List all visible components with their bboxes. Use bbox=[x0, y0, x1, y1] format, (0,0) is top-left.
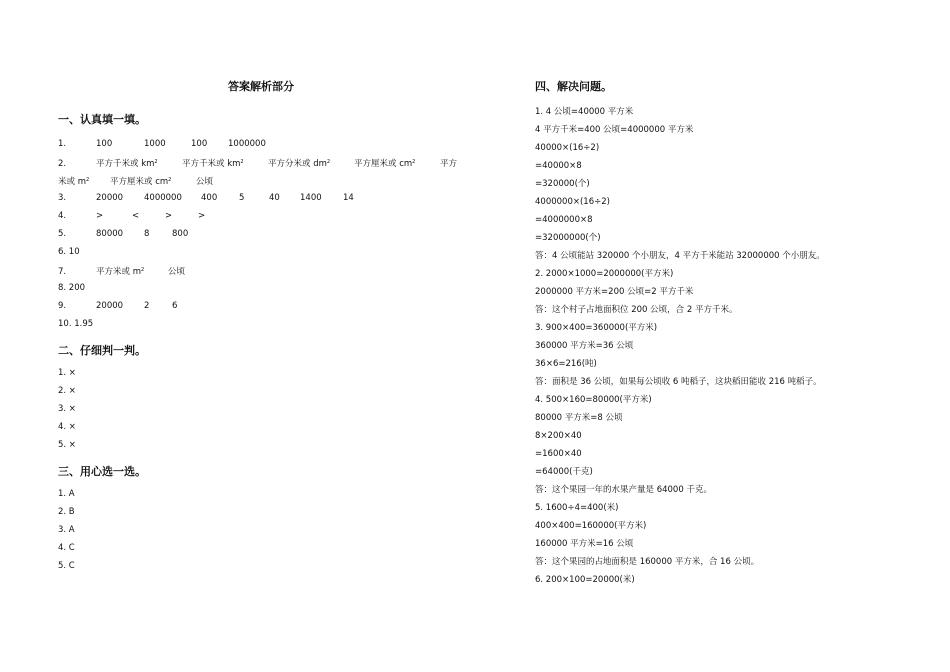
solution-line: 2000000 平方米=200 公顷=2 平方千米 bbox=[535, 287, 694, 297]
answer bbox=[354, 156, 440, 170]
solution-line: 5. 1600÷4=400(米) bbox=[535, 503, 619, 513]
solution-line: 2. 2000×1000=2000000(平方米) bbox=[535, 269, 674, 279]
solution-answer: 答：这个果园的占地面积是 160000 平方米，合 16 公顷。 bbox=[535, 557, 760, 567]
answer: 400 bbox=[201, 193, 218, 203]
solution-line: =40000×8 bbox=[535, 161, 582, 171]
judge-answer: 5. × bbox=[58, 440, 76, 450]
question-number: 1. bbox=[58, 139, 67, 149]
solution-line: 4 平方千米=400 公顷=4000000 平方米 bbox=[535, 125, 694, 135]
answer-row-1 bbox=[58, 138, 266, 150]
answer: 20000 bbox=[96, 193, 124, 203]
answer: 4000000 bbox=[144, 193, 182, 203]
solution-line: =64000(千克) bbox=[535, 467, 593, 477]
solution-answer: 答：面积是 36 公顷，如果每公顷收 6 吨稻子，这块稻田能收 216 吨稻子。 bbox=[535, 377, 822, 387]
answer-row-2-continued bbox=[58, 174, 213, 188]
solution-line: =32000000(个) bbox=[535, 233, 601, 243]
answer-row-5 bbox=[58, 228, 188, 240]
choose-answer: 5. C bbox=[58, 561, 75, 571]
answer: 公顷 bbox=[196, 177, 214, 187]
judge-answer: 1. × bbox=[58, 368, 76, 378]
solution-line: 160000 平方米=16 公顷 bbox=[535, 539, 634, 549]
page-title: 答案解析部分 bbox=[228, 80, 294, 93]
superscript: 2 bbox=[154, 159, 158, 165]
choose-answer: 2. B bbox=[58, 507, 75, 517]
judge-answer: 4. × bbox=[58, 422, 76, 432]
question-number: 5. bbox=[58, 229, 67, 239]
answer: 100 bbox=[96, 139, 113, 149]
solution-answer: 答：4 公顷能站 320000 个小朋友，4 平方千米能站 32000000 个小朋友。 bbox=[535, 251, 825, 261]
answer-row-7 bbox=[58, 264, 185, 278]
solution-line: 80000 平方米=8 公顷 bbox=[535, 413, 623, 423]
choose-answer: 4. C bbox=[58, 543, 75, 553]
section-fill-heading: 一、认真填一填。 bbox=[58, 113, 146, 126]
superscript: 2 bbox=[240, 159, 244, 165]
answer: 1400 bbox=[300, 193, 322, 203]
answer: < bbox=[132, 211, 140, 221]
judge-answer: 2. × bbox=[58, 386, 76, 396]
answer-text: 平方厘米或 cm bbox=[110, 177, 169, 187]
answer: 800 bbox=[172, 229, 189, 239]
answer: 20000 bbox=[96, 301, 124, 311]
answer: 公顷 bbox=[168, 267, 186, 277]
solution-line: 400×400=160000(平方米) bbox=[535, 521, 647, 531]
section-judge-heading: 二、仔细判一判。 bbox=[58, 344, 146, 357]
choose-answer: 3. A bbox=[58, 525, 75, 535]
answer: 100 bbox=[191, 139, 208, 149]
answer-text: 平方千米或 km bbox=[182, 159, 241, 169]
superscript: 2 bbox=[168, 177, 172, 183]
solution-line: 360000 平方米=36 公顷 bbox=[535, 341, 634, 351]
answer: > bbox=[96, 211, 104, 221]
solution-line: 4000000×(16÷2) bbox=[535, 197, 610, 207]
section-solve-heading: 四、解决问题。 bbox=[535, 80, 612, 93]
answer-text: 平方米或 m bbox=[96, 267, 141, 277]
answer: 2 bbox=[144, 301, 150, 311]
answer bbox=[96, 264, 168, 278]
question-number: 7. bbox=[58, 267, 67, 277]
answer-text: 米或 m bbox=[58, 177, 86, 187]
answer-row-8: 8. 200 bbox=[58, 283, 86, 293]
answer bbox=[268, 156, 354, 170]
answer bbox=[110, 174, 196, 188]
question-number: 2. bbox=[58, 159, 67, 169]
section-choose-heading: 三、用心选一选。 bbox=[58, 465, 146, 478]
solution-line: 8×200×40 bbox=[535, 431, 582, 441]
answer: 40 bbox=[269, 193, 280, 203]
solution-line: 3. 900×400=360000(平方米) bbox=[535, 323, 658, 333]
answer-text: 平方千米或 km bbox=[96, 159, 155, 169]
solution-line: 6. 200×100=20000(米) bbox=[535, 575, 635, 585]
question-number: 4. bbox=[58, 211, 67, 221]
solution-line: 1. 4 公顷=40000 平方米 bbox=[535, 107, 634, 117]
answer-row-9 bbox=[58, 300, 177, 312]
choose-answer: 1. A bbox=[58, 489, 75, 499]
answer-row-2 bbox=[58, 156, 457, 170]
answer bbox=[58, 174, 110, 188]
answer: > bbox=[198, 211, 206, 221]
answer-row-3 bbox=[58, 192, 354, 204]
answer: 6 bbox=[172, 301, 178, 311]
judge-answer: 3. × bbox=[58, 404, 76, 414]
answer bbox=[182, 156, 268, 170]
solution-line: =4000000×8 bbox=[535, 215, 593, 225]
answer-row-10: 10. 1.95 bbox=[58, 319, 94, 329]
solution-line: 40000×(16÷2) bbox=[535, 143, 600, 153]
solution-answer: 答：这个村子占地面积位 200 公顷，合 2 平方千米。 bbox=[535, 305, 738, 315]
solution-line: =320000(个) bbox=[535, 179, 590, 189]
answer: 8 bbox=[144, 229, 150, 239]
superscript: 2 bbox=[140, 267, 145, 273]
question-number: 9. bbox=[58, 301, 67, 311]
solution-line: =1600×40 bbox=[535, 449, 582, 459]
answer-row-6: 6. 10 bbox=[58, 247, 80, 257]
answer: 80000 bbox=[96, 229, 124, 239]
answer: 1000000 bbox=[228, 139, 266, 149]
answer: > bbox=[165, 211, 173, 221]
answer: 平方 bbox=[440, 159, 458, 169]
answer: 5 bbox=[239, 193, 245, 203]
superscript: 2 bbox=[326, 159, 331, 165]
answer: 1000 bbox=[144, 139, 166, 149]
answer-text: 平方分米或 dm bbox=[268, 159, 327, 169]
answer bbox=[96, 156, 182, 170]
superscript: 2 bbox=[85, 177, 90, 183]
answer-row-4 bbox=[58, 210, 205, 222]
superscript: 2 bbox=[412, 159, 416, 165]
question-number: 3. bbox=[58, 193, 67, 203]
solution-line: 4. 500×160=80000(平方米) bbox=[535, 395, 652, 405]
answer-text: 平方厘米或 cm bbox=[354, 159, 413, 169]
solution-answer: 答：这个果园一年的水果产量是 64000 千克。 bbox=[535, 485, 712, 495]
solution-line: 36×6=216(吨) bbox=[535, 359, 597, 369]
answer: 14 bbox=[343, 193, 354, 203]
